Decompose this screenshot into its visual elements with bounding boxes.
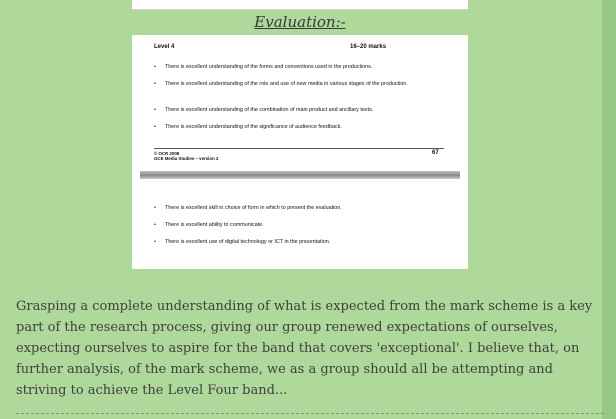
bullet: • bbox=[154, 64, 156, 70]
list-item-text: There is excellent understanding of the significance of audience feedback. bbox=[165, 124, 342, 130]
bullet: • bbox=[154, 239, 156, 245]
list-item bbox=[154, 124, 439, 131]
page-break-bar bbox=[140, 171, 460, 179]
list-item bbox=[154, 222, 439, 229]
page-footer-rule bbox=[154, 148, 444, 149]
list-item bbox=[154, 107, 439, 114]
post-separator bbox=[16, 413, 604, 414]
list-item-text: There is excellent understanding of the role and use of new media in various stages of the production. bbox=[165, 81, 408, 87]
list-item-text: There is excellent skill in choice of form in which to present the evaluation. bbox=[165, 205, 342, 211]
bullet: • bbox=[154, 124, 156, 130]
bullet: • bbox=[154, 222, 156, 228]
bullet: • bbox=[154, 107, 156, 113]
previous-image-bottom bbox=[132, 0, 468, 10]
list-item-text: There is excellent ability to communicate. bbox=[165, 222, 264, 228]
spec-text: GCE Media Studies – version 2 bbox=[154, 156, 219, 161]
post-heading: Evaluation:- bbox=[254, 13, 346, 31]
page-number: 67 bbox=[432, 150, 439, 156]
mark-scheme-image bbox=[132, 35, 468, 269]
page-edge-shade bbox=[602, 0, 616, 419]
bullet: • bbox=[154, 205, 156, 211]
post-body-text: Grasping a complete understanding of what is expected from the mark scheme is a key part of the research process, giving our group renewed expectations of ourselves, expecting ourselves to aspire for the band that covers 'exceptional'. I believe that, on further analysis, of the mark scheme, we as a group should all be attempting and striving to achieve the Level Four band... bbox=[16, 299, 593, 398]
list-item-text: There is excellent use of digital technology or ICT in the presentation. bbox=[165, 239, 331, 245]
copyright-text: © OCR 2008 bbox=[154, 151, 180, 156]
bullet: • bbox=[154, 81, 156, 87]
list-item bbox=[154, 239, 439, 246]
list-item bbox=[154, 81, 439, 88]
list-item bbox=[154, 64, 439, 71]
doc-level: Level 4 bbox=[154, 44, 175, 50]
doc-marks: 16–20 marks bbox=[350, 44, 387, 50]
list-item-text: There is excellent understanding of the forms and conventions used in the productions. bbox=[165, 64, 373, 70]
doc-footer bbox=[154, 151, 218, 161]
list-item bbox=[154, 205, 439, 212]
list-item-text: There is excellent understanding of the combination of main product and ancillary texts. bbox=[165, 107, 374, 113]
